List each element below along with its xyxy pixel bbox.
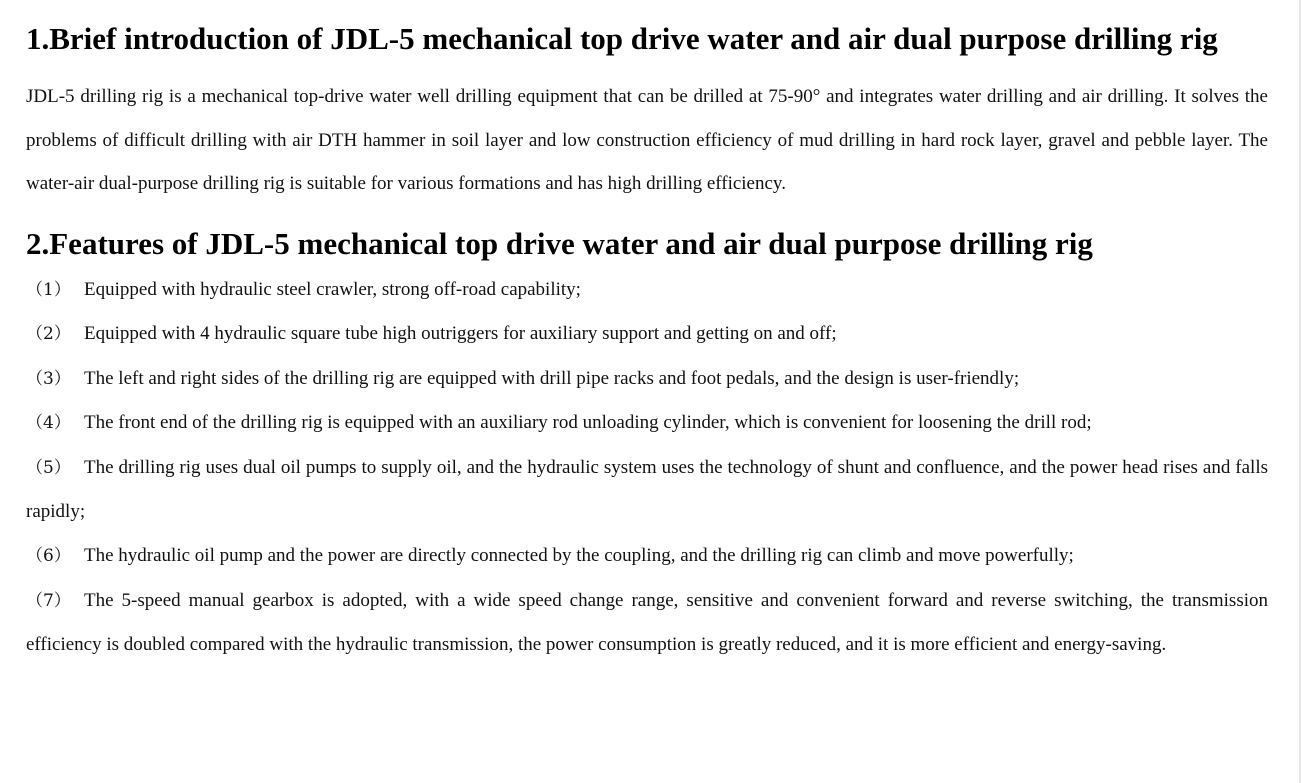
section-1-heading: 1.Brief introduction of JDL-5 mechanical top drive water and air dual purpose drilling rig [26, 21, 1218, 56]
feature-text: Equipped with hydraulic steel crawler, strong off-road capability; [84, 278, 581, 300]
feature-number: （5） [26, 457, 71, 478]
feature-text: The drilling rig uses dual oil pumps to supply oil, and the hydraulic system uses the technology of shunt and confluence, and the power head rises and falls rapidly; [26, 456, 1268, 523]
feature-item-6 [26, 534, 1268, 579]
feature-item-7 [26, 579, 1268, 667]
feature-number: （6） [26, 546, 71, 567]
feature-item-4 [26, 401, 1268, 446]
feature-text: Equipped with 4 hydraulic square tube high outriggers for auxiliary support and getting on and off; [84, 323, 837, 345]
feature-text: The left and right sides of the drilling rig are equipped with drill pipe racks and foot pedals, and the design is user-friendly; [84, 367, 1020, 389]
feature-number: （3） [26, 368, 71, 389]
intro-paragraph: JDL-5 drilling rig is a mechanical top-drive water well drilling equipment that can be drilled at 75-90° and integrates water drilling and air drilling. It solves the problems of difficult drilling with air DTH hammer in soil layer and low construction efficiency of mud drilling in hard rock layer, gravel and pebble layer. The water-air dual-purpose drilling rig is suitable for various formations and has high drilling efficiency. [26, 86, 1268, 194]
feature-text: The front end of the drilling rig is equipped with an auxiliary rod unloading cylinder, which is convenient for loosening the drill rod; [84, 412, 1092, 434]
feature-list [26, 268, 1268, 667]
feature-number: （7） [26, 590, 71, 611]
feature-item-2 [26, 312, 1268, 357]
feature-text: The 5-speed manual gearbox is adopted, with a wide speed change range, sensitive and convenient forward and reverse switching, the transmission efficiency is doubled compared with the hydraulic transmission, the power consumption is greatly reduced, and it is more efficient and energy-saving. [26, 589, 1268, 656]
section-2-heading: 2.Features of JDL-5 mechanical top drive water and air dual purpose drilling rig [26, 225, 1093, 261]
feature-item-5 [26, 446, 1268, 534]
feature-item-3 [26, 357, 1268, 402]
document-page [26, 0, 1268, 667]
feature-number: （4） [26, 413, 71, 434]
feature-text: The hydraulic oil pump and the power are directly connected by the coupling, and the drilling rig can climb and move powerfully; [84, 545, 1074, 567]
feature-number: （2） [26, 324, 71, 345]
feature-number: （1） [26, 279, 71, 300]
feature-item-1 [26, 268, 1268, 313]
